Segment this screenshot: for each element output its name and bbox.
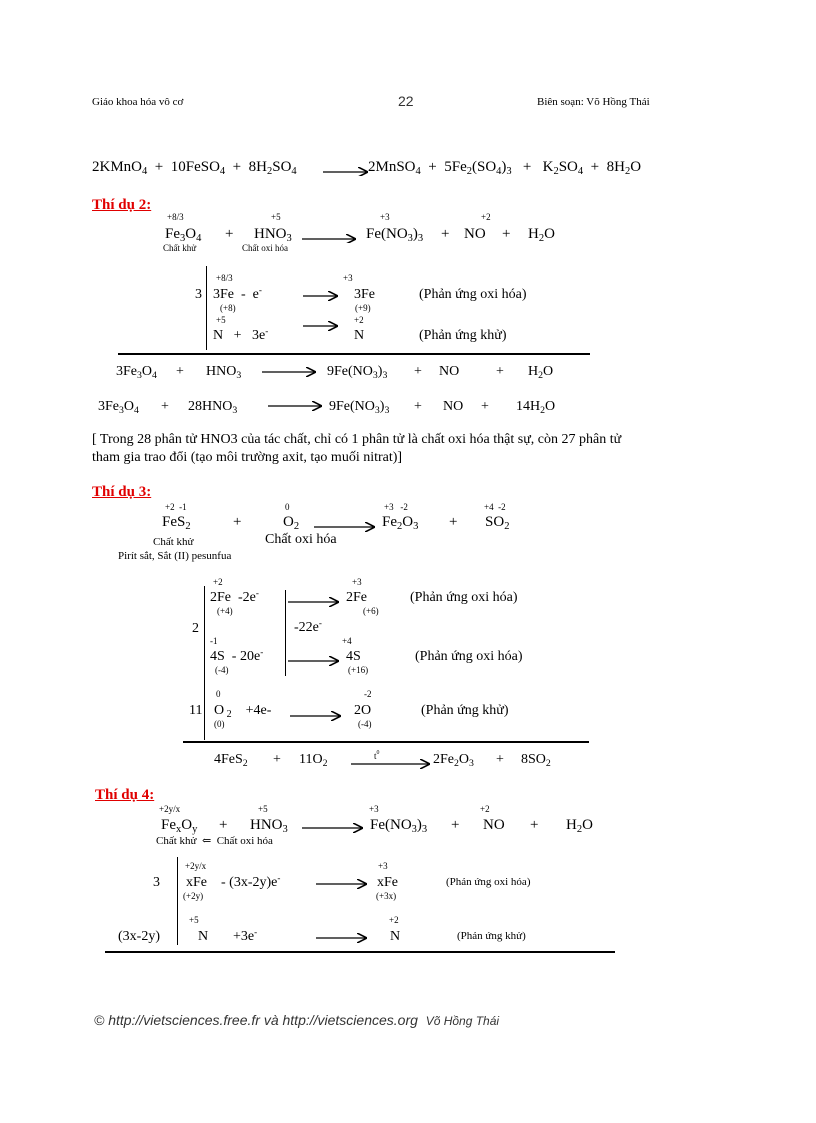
product: $H_2O$ bbox=[566, 817, 593, 835]
product: $9Fe(NO_3)_3$ bbox=[327, 364, 388, 381]
charge-sum: (+3x) bbox=[376, 891, 397, 901]
half-reaction-reduction: N bbox=[198, 929, 209, 944]
coefficient: 3 bbox=[153, 875, 160, 890]
oxidation-state: +3 bbox=[343, 273, 353, 283]
oxidation-state: +8/3 bbox=[216, 273, 233, 283]
reduction-note: (Phản ứng khử) bbox=[457, 930, 526, 942]
half-reaction-oxidation: xFe - (3x-2y)e- bbox=[186, 873, 281, 890]
oxidation-state: +3 -2 bbox=[384, 502, 408, 512]
product: NO bbox=[464, 226, 486, 242]
half-reaction-product: 2Fe bbox=[346, 590, 367, 605]
plus-sign: + bbox=[176, 364, 184, 379]
product: $H_2O$ bbox=[528, 364, 554, 381]
reaction-arrow bbox=[314, 520, 376, 532]
half-reaction-reduction: N + 3e- bbox=[213, 326, 269, 343]
charge-sum: (-4) bbox=[358, 719, 372, 729]
product: NO bbox=[483, 817, 505, 833]
header-right: Biên soạn: Võ Hồng Thái bbox=[537, 96, 650, 108]
half-reaction-bracket bbox=[204, 586, 205, 740]
oxidation-state: +4 bbox=[342, 636, 352, 646]
oxidation-state: +2 bbox=[480, 804, 490, 814]
coefficient: 11 bbox=[189, 703, 203, 718]
reaction-arrow bbox=[290, 710, 342, 722]
oxidation-note: (Phản ứng oxi hóa) bbox=[415, 649, 523, 664]
oxidizing-agent-label: Chất oxi hóa bbox=[242, 243, 288, 253]
note-line-2: tham gia trao đổi (tạo môi trường axit, tạo muối nitrat)] bbox=[92, 450, 403, 465]
half-reaction-oxidation: 3Fe - e- bbox=[213, 285, 262, 302]
reactant: 4FeS$_2$ bbox=[214, 752, 248, 769]
plus-sign: + bbox=[225, 226, 234, 242]
charge-sum: (+16) bbox=[348, 665, 369, 675]
plus-sign: + bbox=[496, 364, 504, 379]
product: NO bbox=[443, 399, 464, 414]
reactant: $Fe_xO_y$ bbox=[161, 817, 198, 835]
plus-sign: + bbox=[502, 226, 511, 242]
reactant: $HNO_3$ bbox=[206, 364, 242, 381]
plus-sign: + bbox=[414, 399, 422, 414]
total-electrons: -22e- bbox=[294, 618, 322, 635]
reduction-note: (Phản ứng khử) bbox=[419, 328, 507, 343]
half-reaction-bracket bbox=[177, 857, 178, 945]
plus-sign: + bbox=[449, 514, 458, 530]
product: $Fe(NO_3)_3$ bbox=[366, 226, 424, 244]
product: $Fe(NO_3)_3$ bbox=[370, 817, 428, 835]
oxidation-state: +2 bbox=[389, 915, 399, 925]
oxidation-state: +8/3 bbox=[167, 212, 184, 222]
reactant: $HNO_3$ bbox=[254, 226, 292, 244]
coefficient: 2 bbox=[192, 621, 199, 636]
plus-sign: + bbox=[414, 364, 422, 379]
reaction-arrow bbox=[302, 231, 357, 243]
oxidation-state: +2y/x bbox=[185, 861, 207, 871]
oxidation-state: +4 -2 bbox=[484, 502, 506, 512]
oxidation-state: +5 bbox=[271, 212, 281, 222]
plus-sign: + bbox=[481, 399, 489, 414]
example-2-title: Thí dụ 2: bbox=[92, 197, 152, 213]
note-line-1: [ Trong 28 phân tử HNO3 của tác chất, chỉ có 1 phân tử là chất oxi hóa thật sự, còn 27 phân tử bbox=[92, 432, 622, 447]
oxidation-state: +3 bbox=[352, 577, 362, 587]
product: $2Fe_2O_3$ bbox=[433, 752, 474, 769]
half-reaction-product: xFe bbox=[377, 875, 398, 890]
reaction-arrow bbox=[288, 655, 340, 667]
oxidation-state: +2 bbox=[213, 577, 223, 587]
divider-line bbox=[183, 741, 589, 743]
half-reaction-bracket bbox=[285, 590, 286, 676]
oxidation-note: (Phản ứng oxi hóa) bbox=[446, 876, 531, 888]
reducing-agent-label: Chất khử bbox=[163, 243, 197, 253]
reaction-arrow bbox=[316, 932, 368, 944]
product: $8SO_2$ bbox=[521, 752, 551, 769]
oxidation-note: (Phản ứng oxi hóa) bbox=[419, 287, 527, 302]
reactant: $HNO_3$ bbox=[250, 817, 288, 835]
oxidation-state: -2 bbox=[364, 689, 372, 699]
charge-sum: (+8) bbox=[220, 303, 236, 313]
oxidation-state: -1 bbox=[210, 636, 218, 646]
equation-kmno4-products: 2MnSO$_4$ + $5Fe_2(SO_4)_3$ + $K_2SO_4 + 8H_2O$ bbox=[368, 159, 642, 177]
oxidation-state: +2 bbox=[354, 315, 364, 325]
charge-sum: (0) bbox=[214, 719, 225, 729]
oxidation-state: 0 bbox=[216, 689, 221, 699]
charge-sum: (-4) bbox=[215, 665, 229, 675]
oxidation-state: +3 bbox=[380, 212, 390, 222]
product: $H_2O$ bbox=[528, 226, 555, 244]
reactant: FeS$_2$ bbox=[162, 514, 191, 532]
reaction-arrow bbox=[303, 320, 339, 332]
divider-line bbox=[118, 353, 590, 355]
reaction-arrow bbox=[288, 596, 340, 608]
left-double-arrow-icon: ⇐ bbox=[202, 835, 212, 847]
plus-sign: + bbox=[161, 399, 169, 414]
half-reaction-reduction: O $_2$ +4e- bbox=[214, 703, 272, 720]
oxidation-state: +2 -1 bbox=[165, 502, 187, 512]
page-number: 22 bbox=[398, 93, 414, 109]
product: $SO_2$ bbox=[485, 514, 510, 532]
reactant: $28HNO_3$ bbox=[188, 399, 238, 416]
plus-sign: + bbox=[451, 817, 460, 833]
plus-sign: + bbox=[441, 226, 450, 242]
plus-sign: + bbox=[496, 752, 504, 767]
reaction-condition: $t^0$ bbox=[374, 750, 380, 761]
plus-sign: + bbox=[273, 752, 281, 767]
reactant: $Fe_3O_4$ bbox=[165, 226, 202, 244]
reaction-arrow bbox=[323, 164, 368, 176]
charge-sum: (+9) bbox=[355, 303, 371, 313]
oxidation-state: +5 bbox=[258, 804, 268, 814]
reagent-roles: Chất khử ⇐ Chất oxi hóa bbox=[156, 835, 273, 847]
reactant: $11O_2$ bbox=[299, 752, 328, 769]
half-reaction-product: N bbox=[390, 929, 401, 944]
half-reaction-product: N bbox=[354, 328, 365, 343]
equation-kmno4: 2KMnO$_4$ + 10FeSO$_4$ + $8H_2SO_4$ bbox=[92, 159, 297, 177]
oxidation-state: +2y/x bbox=[159, 804, 181, 814]
header-left: Giáo khoa hóa vô cơ bbox=[92, 96, 184, 108]
reaction-arrow bbox=[268, 400, 323, 412]
product: $9Fe(NO_3)_3$ bbox=[329, 399, 390, 416]
reactant: $3Fe_3O_4$ bbox=[116, 364, 157, 381]
divider-line bbox=[105, 951, 615, 953]
coefficient: (3x-2y) bbox=[118, 929, 160, 944]
product: NO bbox=[439, 364, 460, 379]
reaction-arrow bbox=[262, 366, 317, 378]
reaction-arrow bbox=[302, 821, 364, 833]
compound-name: Pirít sắt, Sắt (II) pesunfua bbox=[118, 550, 232, 562]
reactant: $O_2$ bbox=[283, 514, 300, 532]
coefficient: 3 bbox=[195, 287, 202, 302]
plus-sign: + bbox=[530, 817, 539, 833]
oxidation-state: +2 bbox=[481, 212, 491, 222]
product: $Fe_2O_3$ bbox=[382, 514, 419, 532]
charge-sum: (+2y) bbox=[183, 891, 204, 901]
reaction-arrow bbox=[303, 290, 339, 302]
plus-sign: + bbox=[219, 817, 228, 833]
half-reaction-oxidation: 4S - 20e- bbox=[210, 647, 264, 664]
half-reaction-product: 3Fe bbox=[354, 287, 375, 302]
oxidation-state: +5 bbox=[189, 915, 199, 925]
half-reaction-oxidation: 2Fe -2e- bbox=[210, 588, 259, 605]
oxidation-state: +3 bbox=[378, 861, 388, 871]
reducing-agent-label: Chất khử bbox=[153, 536, 194, 548]
electron-gain: +3e- bbox=[233, 927, 258, 944]
half-reaction-product: 2O bbox=[354, 703, 372, 718]
oxidizing-agent-label: Chất oxi hóa bbox=[265, 532, 337, 547]
product: $14H_2O$ bbox=[516, 399, 556, 416]
half-reaction-bracket bbox=[206, 266, 207, 350]
reduction-note: (Phản ứng khử) bbox=[421, 703, 509, 718]
example-4-title: Thí dụ 4: bbox=[95, 787, 155, 803]
reactant: $3Fe_3O_4$ bbox=[98, 399, 139, 416]
example-3-title: Thí dụ 3: bbox=[92, 484, 152, 500]
oxidation-state: +3 bbox=[369, 804, 379, 814]
plus-sign: + bbox=[233, 514, 242, 530]
oxidation-state: 0 bbox=[285, 502, 290, 512]
oxidation-note: (Phản ứng oxi hóa) bbox=[410, 590, 518, 605]
footer-links: © http://vietsciences.free.fr và http://vietsciences.org Võ Hồng Thái bbox=[94, 1012, 500, 1028]
reaction-arrow bbox=[316, 878, 368, 890]
oxidation-state: +5 bbox=[216, 315, 226, 325]
charge-sum: (+4) bbox=[217, 606, 233, 616]
reaction-arrow bbox=[351, 758, 431, 770]
half-reaction-product: 4S bbox=[346, 649, 361, 664]
charge-sum: (+6) bbox=[363, 606, 379, 616]
